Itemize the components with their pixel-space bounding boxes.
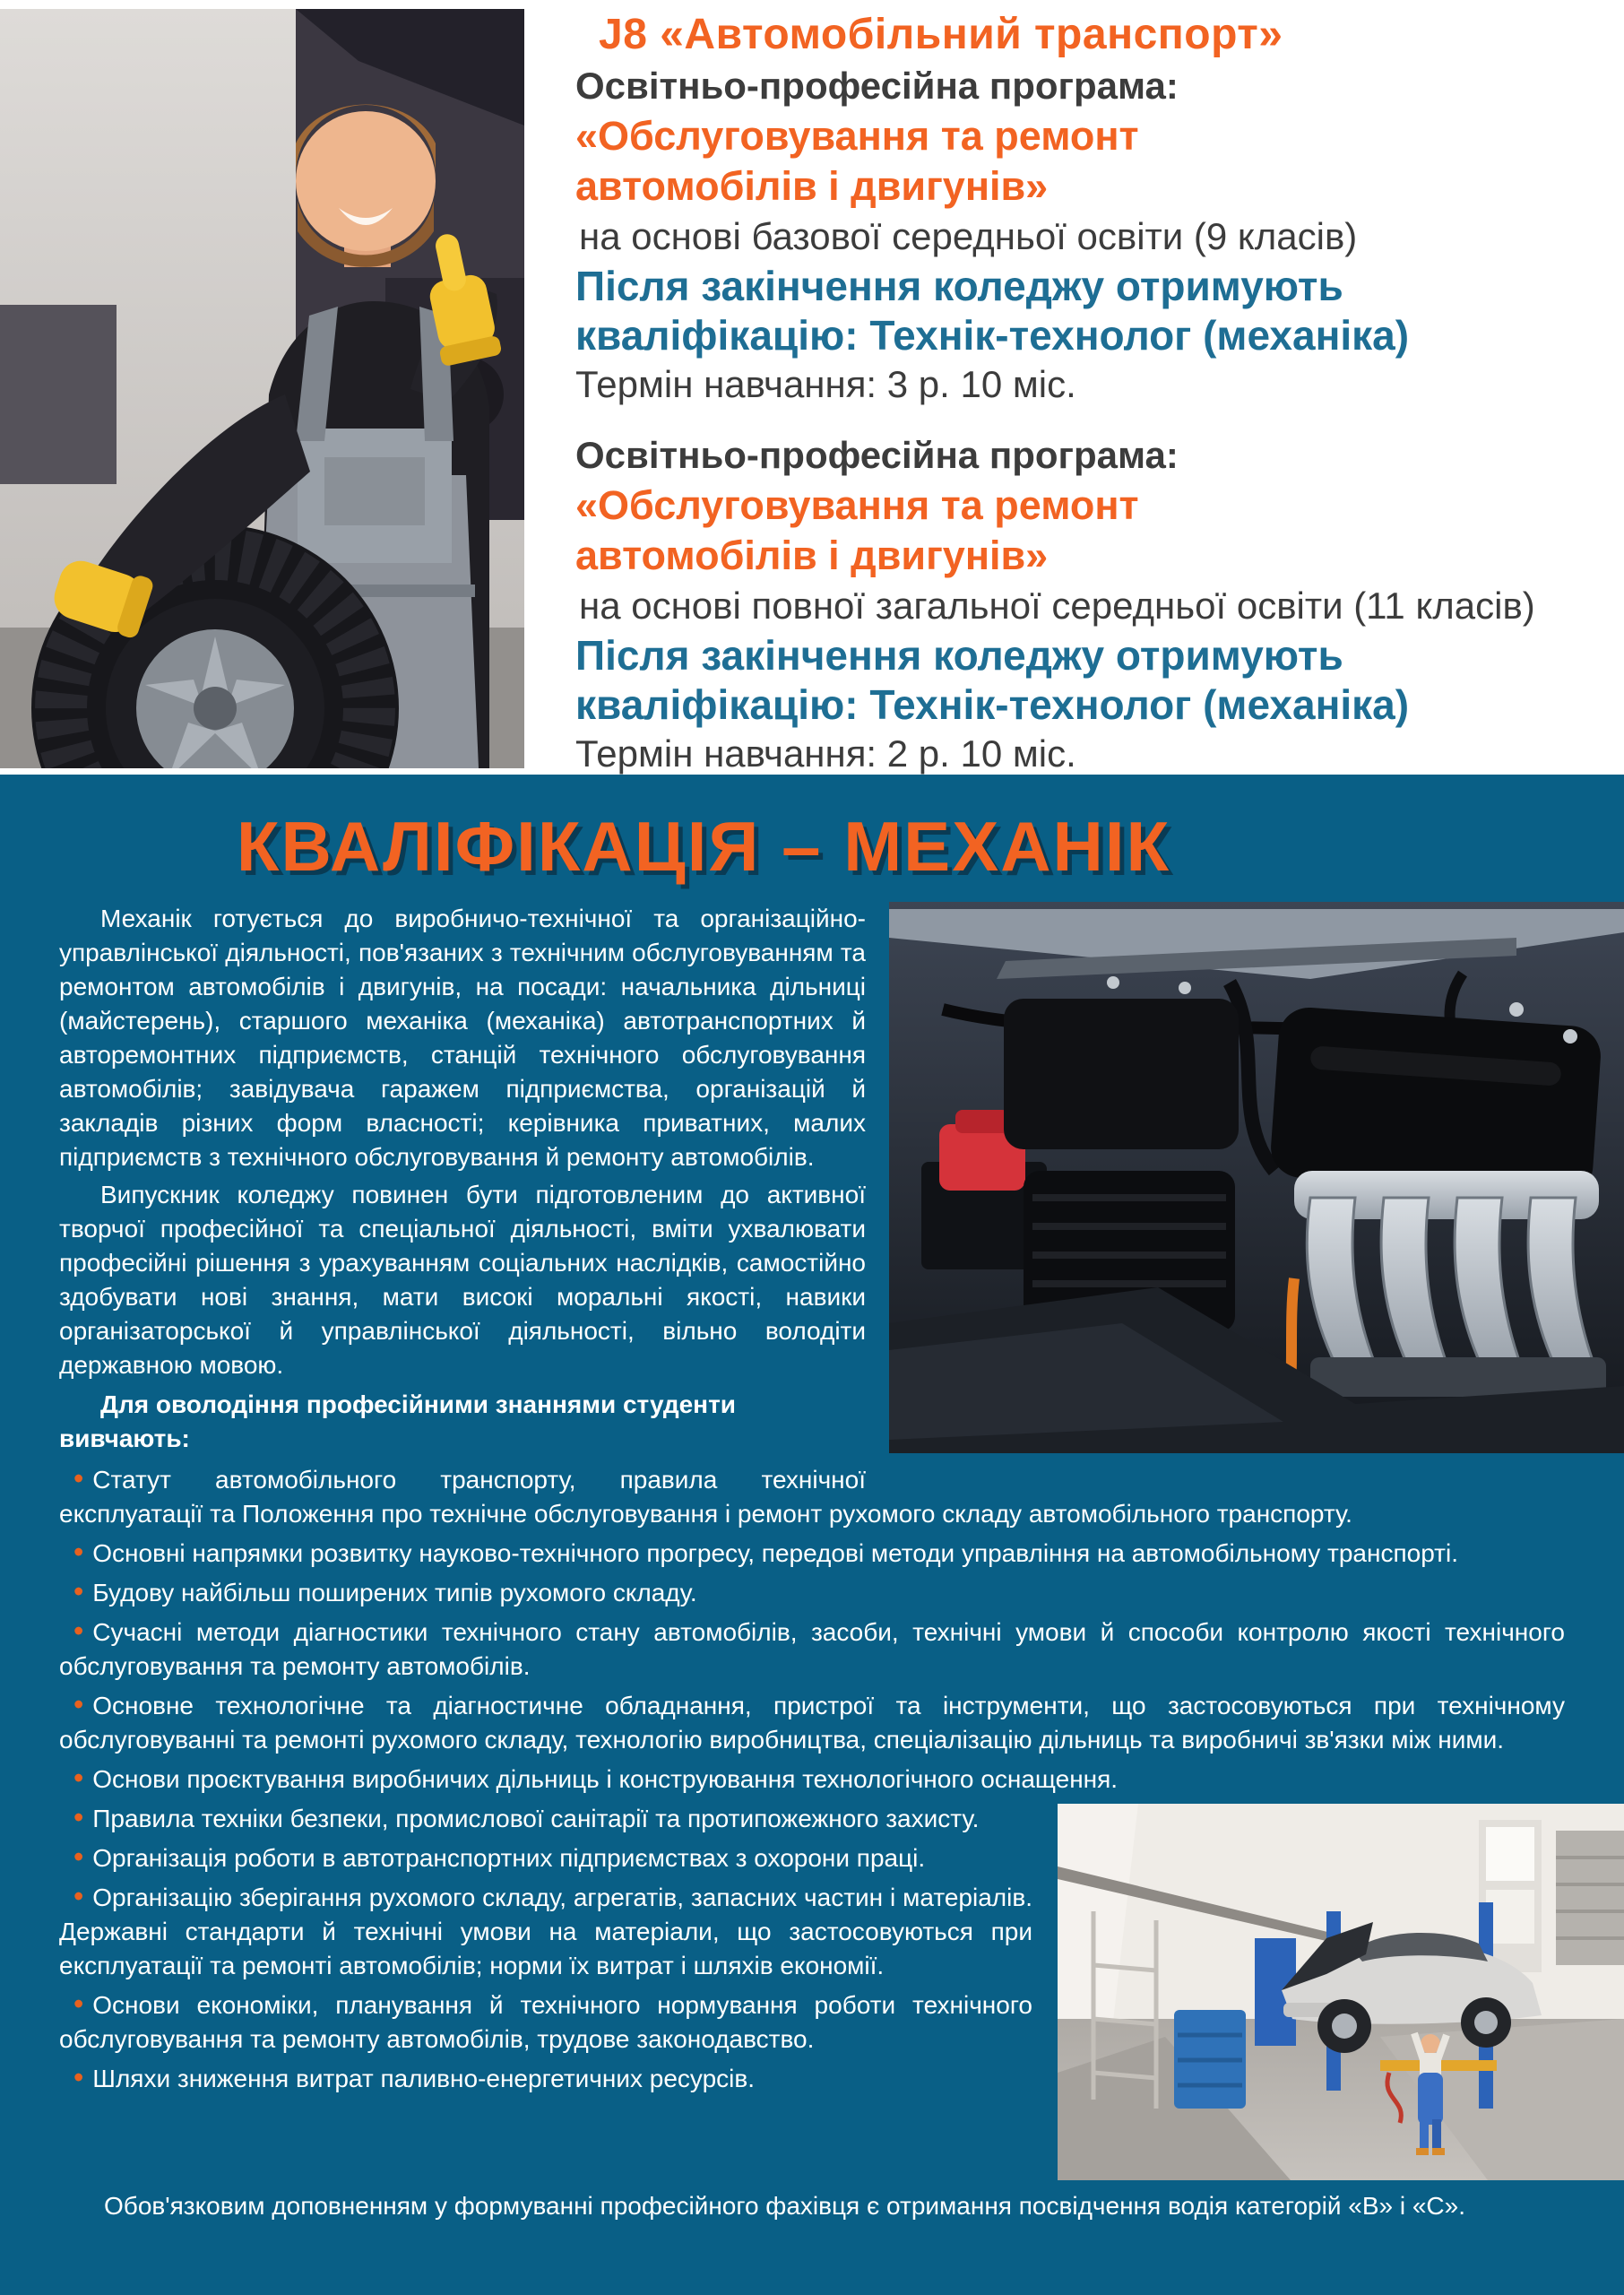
bullet-item: • Основні напрямки розвитку науково-технічного прогресу, передові методи управління на автомобільному транспорті. — [59, 1535, 1565, 1571]
program-outcome: Після закінчення коледжу отримують — [575, 263, 1343, 309]
bullet-item: • Сучасні методи діагностики технічного стану автомобілів, засоби, технічні умови й способи контролю якості технічного обслуговування та ремонту автомобілів. — [59, 1614, 1565, 1684]
top-text-block — [575, 9, 1620, 775]
program-block-1 — [575, 61, 1620, 409]
program-name: автомобілів і двигунів» — [575, 163, 1049, 209]
program-term: Термін навчання: 3 р. 10 міс. — [575, 363, 1076, 405]
bullet-item: • Організація роботи в автотранспортних підприємствах з охорони праці. — [59, 1840, 1565, 1875]
program-block-2 — [575, 430, 1620, 775]
program-name: «Обслуговування та ремонт — [575, 113, 1139, 159]
qualification-section — [0, 775, 1624, 2295]
lead-line: Для оволодіння професійними знаннями студенти вивчають: — [59, 1390, 737, 1452]
program-outcome: кваліфікацію: Технік-технолог (механіка) — [575, 681, 1410, 728]
bullet-item: • Основи економіки, планування й технічного нормування роботи технічного обслуговування та ремонту автомобілів, трудове законодавство. — [59, 1987, 1565, 2057]
program-term: Термін навчання: 2 р. 10 міс. — [575, 732, 1076, 775]
paragraph: Механік готується до виробничо-технічної та організаційно-управлінської діяльності, пов'язаних з технічним обслуговуванням та ремонтом автомобілів і двигунів, на посади: начальника дільниці (майстерень), старшого механіка (механіка) автотранспортних й авторемонтних підприємств, станцій технічного обслуговування автомобілів; завідувача гаражем підприємства, організацій й закладів різних форм власності; керівника приватних, малих підприємств з технічного обслуговування й ремонту автомобілів. — [59, 905, 866, 1171]
program-outcome: кваліфікацію: Технік-технолог (механіка) — [575, 312, 1410, 359]
mechanic-photo-illustration — [0, 9, 524, 768]
engine-photo — [889, 902, 1624, 1453]
bullet-item: • Основне технологічне та діагностичне обладнання, пристрої та інструменти, що застосовуються при технічному обслуговуванні та ремонті рухомого складу, технологію виробництва, спеціалізацію дільниць та виробничі зв'язки між ними. — [59, 1687, 1565, 1757]
bullet-item: • Будову найбільш поширених типів рухомого складу. — [59, 1574, 1565, 1610]
program-basis: на основі базової середньої освіти (9 класів) — [579, 215, 1358, 257]
bullet-item: • Основи проєктування виробничих дільниць і конструювання технологічного оснащення. — [59, 1761, 1565, 1797]
final-note: Обов'язковим доповненням у формуванні професійного фахівця є отримання посвідчення водія категорій «В» і «С». — [104, 2192, 1465, 2220]
program-basis: на основі повної загальної середньої освіти (11 класів) — [579, 585, 1535, 627]
bullet-item: • Статут автомобільного транспорту, правила технічної експлуатації та Положення про технічне обслуговування і ремонт рухомого складу автомобільного транспорту. — [59, 1461, 1565, 1531]
engine-photo-illustration — [889, 902, 1624, 1453]
program-label: Освітньо-професійна програма: — [575, 434, 1179, 476]
program-name: «Обслуговування та ремонт — [575, 482, 1139, 528]
spacer — [575, 409, 1620, 430]
top-section — [0, 0, 1624, 775]
program-name: автомобілів і двигунів» — [575, 533, 1049, 578]
garage-photo-illustration — [1058, 1804, 1624, 2180]
bullet-item: • Правила техніки безпеки, промислової санітарії та протипожежного захисту. — [59, 1800, 1565, 1836]
program-label: Освітньо-професійна програма: — [575, 65, 1179, 107]
program-code-heading: J8 «Автомобільний транспорт» — [599, 11, 1283, 58]
section-content — [0, 888, 1624, 2223]
mechanic-photo — [0, 9, 524, 768]
bullet-item: • Шляхи зниження витрат паливно-енергетичних ресурсів. — [59, 2060, 1565, 2096]
paragraph: Випускник коледжу повинен бути підготовленим до активної творчої професійної та спеціальної діяльності, вміти ухвалювати професійні рішення з урахуванням соціальних наслідків, самостійно здобувати нові знання, мати високі моральні якості, навики організаторської й управлінської діяльності, вільно володіти державною мовою. — [59, 1181, 866, 1379]
program-outcome: Після закінчення коледжу отримують — [575, 632, 1343, 679]
bullet-item: • Організацію зберігання рухомого складу, агрегатів, запасних частин і матеріалів. Державні стандарти й технічні умови на матеріали, що застосовуються при експлуатації та ремонті автомобілів; норми їх витрат і шляхів економії. — [59, 1879, 1565, 1983]
section-title: КВАЛІФІКАЦІЯ – МЕХАНІК — [236, 807, 1171, 886]
garage-photo — [1058, 1804, 1624, 2180]
